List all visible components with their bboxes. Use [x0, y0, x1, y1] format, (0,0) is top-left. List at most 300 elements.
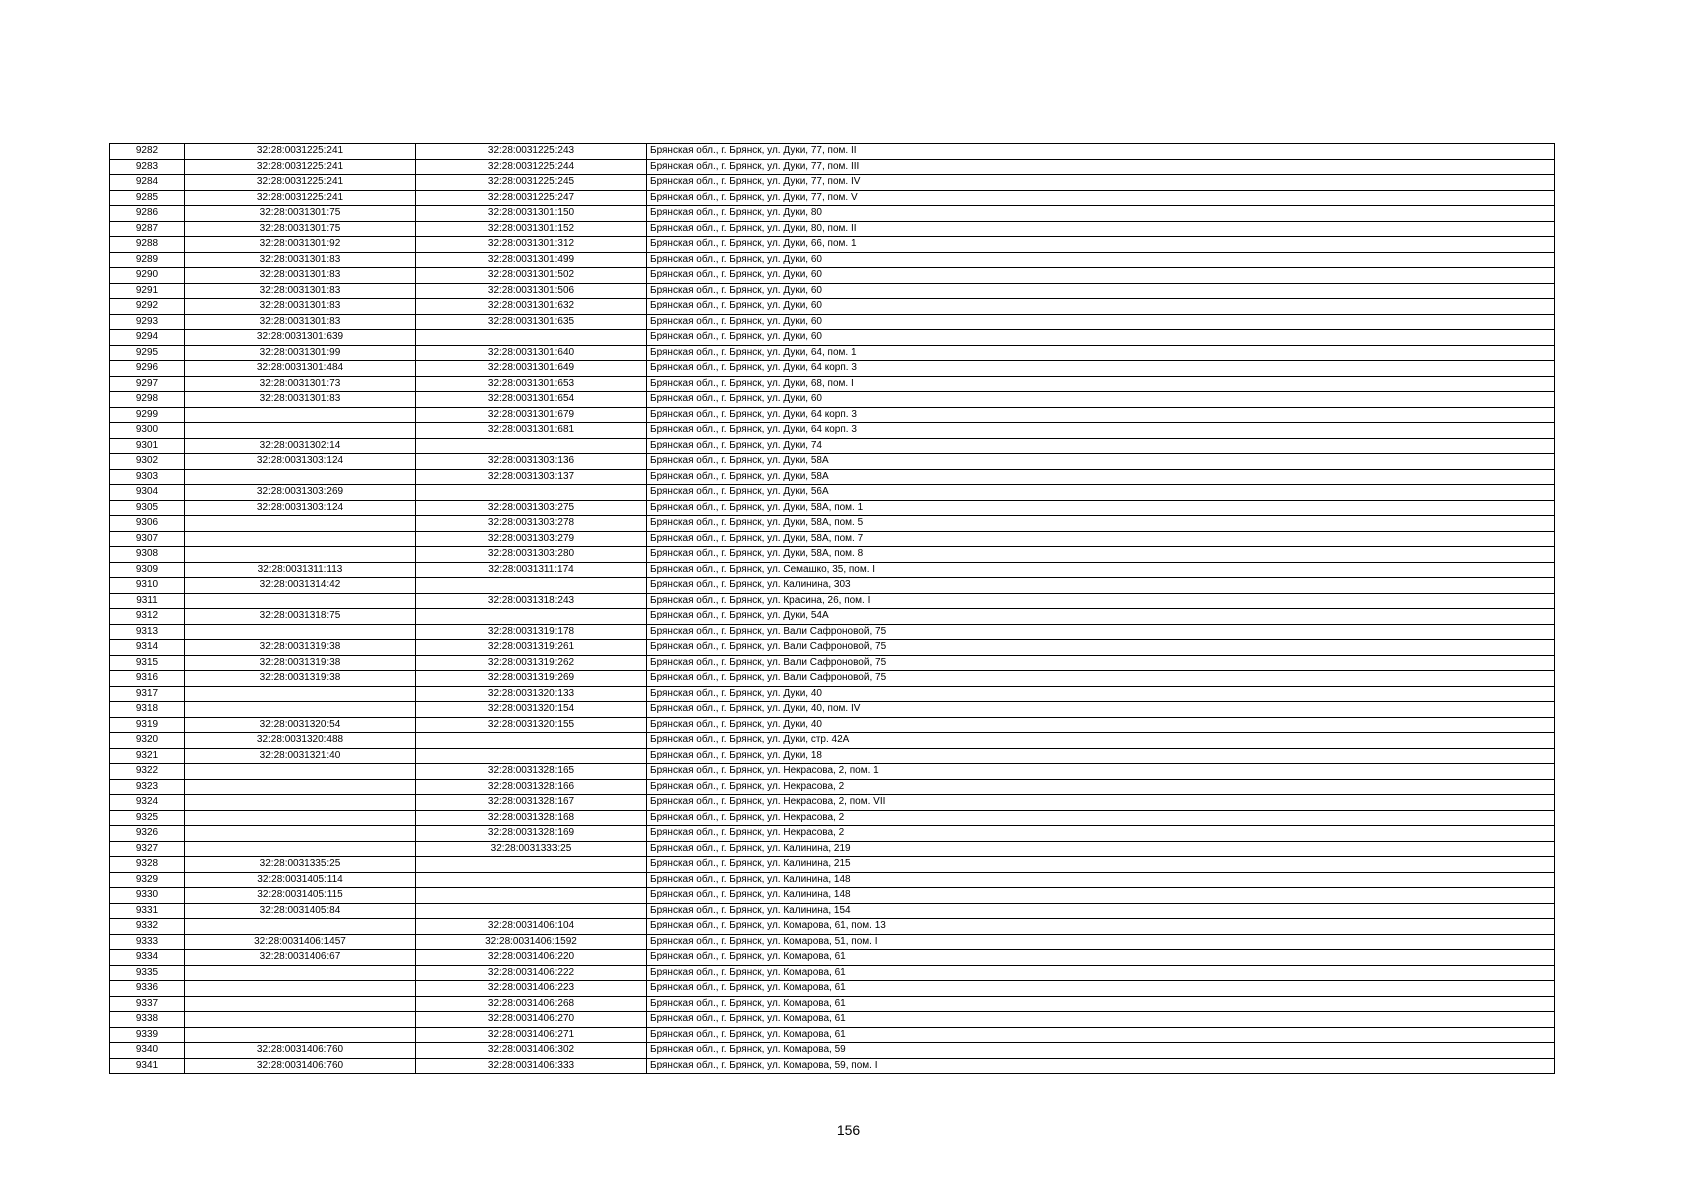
cadastral-object-cell: 32:28:0031301:649	[416, 361, 647, 377]
cadastral-parcel-cell	[185, 624, 416, 640]
address-cell: Брянская обл., г. Брянск, ул. Дуки, 66, пом. 1	[647, 237, 1555, 253]
table-row	[110, 1043, 1555, 1059]
cadastral-parcel-cell: 32:28:0031301:75	[185, 206, 416, 222]
cadastral-parcel-cell: 32:28:0031321:40	[185, 748, 416, 764]
row-number-cell: 9284	[110, 175, 185, 191]
cadastral-parcel-cell	[185, 764, 416, 780]
cadastral-object-cell: 32:28:0031328:169	[416, 826, 647, 842]
row-number-cell: 9293	[110, 314, 185, 330]
row-number-cell: 9334	[110, 950, 185, 966]
row-number-cell: 9291	[110, 283, 185, 299]
address-cell: Брянская обл., г. Брянск, ул. Комарова, 61	[647, 965, 1555, 981]
table-row	[110, 609, 1555, 625]
table-row	[110, 1027, 1555, 1043]
table-row	[110, 981, 1555, 997]
address-cell: Брянская обл., г. Брянск, ул. Дуки, 60	[647, 392, 1555, 408]
address-cell: Брянская обл., г. Брянск, ул. Некрасова, 2, пом. 1	[647, 764, 1555, 780]
table-row	[110, 934, 1555, 950]
row-number-cell: 9290	[110, 268, 185, 284]
page-number: 156	[836, 1122, 861, 1138]
address-cell: Брянская обл., г. Брянск, ул. Дуки, 58А, пом. 8	[647, 547, 1555, 563]
table-row	[110, 795, 1555, 811]
address-cell: Брянская обл., г. Брянск, ул. Дуки, 77, пом. II	[647, 144, 1555, 160]
cadastral-object-cell: 32:28:0031406:222	[416, 965, 647, 981]
row-number-cell: 9303	[110, 469, 185, 485]
cadastral-parcel-cell: 32:28:0031225:241	[185, 190, 416, 206]
cadastral-object-cell: 32:28:0031301:152	[416, 221, 647, 237]
cadastral-object-cell: 32:28:0031225:245	[416, 175, 647, 191]
address-cell: Брянская обл., г. Брянск, ул. Дуки, 68, пом. I	[647, 376, 1555, 392]
row-number-cell: 9302	[110, 454, 185, 470]
address-cell: Брянская обл., г. Брянск, ул. Вали Сафроновой, 75	[647, 624, 1555, 640]
cadastral-parcel-cell	[185, 702, 416, 718]
cadastral-parcel-cell: 32:28:0031303:124	[185, 454, 416, 470]
cadastral-parcel-cell: 32:28:0031301:83	[185, 268, 416, 284]
cadastral-parcel-cell: 32:28:0031301:83	[185, 314, 416, 330]
row-number-cell: 9285	[110, 190, 185, 206]
table-row	[110, 841, 1555, 857]
cadastral-object-cell	[416, 485, 647, 501]
address-cell: Брянская обл., г. Брянск, ул. Дуки, 60	[647, 252, 1555, 268]
cadastral-object-cell: 32:28:0031301:654	[416, 392, 647, 408]
cadastral-parcel-cell: 32:28:0031405:115	[185, 888, 416, 904]
row-number-cell: 9313	[110, 624, 185, 640]
table-row	[110, 702, 1555, 718]
table-body	[110, 144, 1555, 1074]
row-number-cell: 9339	[110, 1027, 185, 1043]
address-cell: Брянская обл., г. Брянск, ул. Дуки, 60	[647, 314, 1555, 330]
address-cell: Брянская обл., г. Брянск, ул. Дуки, 54А	[647, 609, 1555, 625]
table-row	[110, 965, 1555, 981]
row-number-cell: 9331	[110, 903, 185, 919]
cadastral-object-cell: 32:28:0031320:155	[416, 717, 647, 733]
table-row	[110, 268, 1555, 284]
row-number-cell: 9326	[110, 826, 185, 842]
address-cell: Брянская обл., г. Брянск, ул. Дуки, 77, пом. III	[647, 159, 1555, 175]
table-row	[110, 423, 1555, 439]
cadastral-parcel-cell: 32:28:0031301:83	[185, 392, 416, 408]
table-row	[110, 221, 1555, 237]
table-row	[110, 950, 1555, 966]
cadastral-parcel-cell: 32:28:0031319:38	[185, 640, 416, 656]
cadastral-parcel-cell: 32:28:0031303:124	[185, 500, 416, 516]
address-cell: Брянская обл., г. Брянск, ул. Дуки, 74	[647, 438, 1555, 454]
row-number-cell: 9308	[110, 547, 185, 563]
cadastral-parcel-cell: 32:28:0031301:639	[185, 330, 416, 346]
row-number-cell: 9324	[110, 795, 185, 811]
address-cell: Брянская обл., г. Брянск, ул. Дуки, 77, пом. V	[647, 190, 1555, 206]
cadastral-object-cell: 32:28:0031301:640	[416, 345, 647, 361]
cadastral-object-cell: 32:28:0031301:635	[416, 314, 647, 330]
address-cell: Брянская обл., г. Брянск, ул. Комарова, 59, пом. I	[647, 1058, 1555, 1074]
cadastral-object-cell: 32:28:0031406:104	[416, 919, 647, 935]
table-row	[110, 717, 1555, 733]
cadastral-object-cell: 32:28:0031406:268	[416, 996, 647, 1012]
cadastral-parcel-cell	[185, 516, 416, 532]
table-row	[110, 903, 1555, 919]
row-number-cell: 9310	[110, 578, 185, 594]
table-row	[110, 779, 1555, 795]
address-cell: Брянская обл., г. Брянск, ул. Калинина, 154	[647, 903, 1555, 919]
cadastral-parcel-cell: 32:28:0031318:75	[185, 609, 416, 625]
row-number-cell: 9316	[110, 671, 185, 687]
row-number-cell: 9300	[110, 423, 185, 439]
address-cell: Брянская обл., г. Брянск, ул. Калинина, 148	[647, 872, 1555, 888]
cadastral-object-cell: 32:28:0031303:136	[416, 454, 647, 470]
row-number-cell: 9286	[110, 206, 185, 222]
cadastral-parcel-cell: 32:28:0031406:760	[185, 1043, 416, 1059]
row-number-cell: 9338	[110, 1012, 185, 1028]
row-number-cell: 9314	[110, 640, 185, 656]
table-row	[110, 655, 1555, 671]
row-number-cell: 9287	[110, 221, 185, 237]
table-row	[110, 144, 1555, 160]
cadastral-object-cell: 32:28:0031303:279	[416, 531, 647, 547]
cadastral-parcel-cell: 32:28:0031319:38	[185, 671, 416, 687]
cadastral-object-cell	[416, 748, 647, 764]
address-cell: Брянская обл., г. Брянск, ул. Комарова, 61	[647, 1027, 1555, 1043]
cadastral-object-cell: 32:28:0031319:261	[416, 640, 647, 656]
table-row	[110, 686, 1555, 702]
row-number-cell: 9305	[110, 500, 185, 516]
table-row	[110, 531, 1555, 547]
cadastral-object-cell: 32:28:0031303:280	[416, 547, 647, 563]
cadastral-parcel-cell	[185, 996, 416, 1012]
cadastral-parcel-cell: 32:28:0031406:760	[185, 1058, 416, 1074]
table-row	[110, 671, 1555, 687]
cadastral-object-cell: 32:28:0031406:223	[416, 981, 647, 997]
row-number-cell: 9315	[110, 655, 185, 671]
row-number-cell: 9328	[110, 857, 185, 873]
row-number-cell: 9323	[110, 779, 185, 795]
cadastral-parcel-cell	[185, 593, 416, 609]
address-cell: Брянская обл., г. Брянск, ул. Дуки, 58А, пом. 1	[647, 500, 1555, 516]
row-number-cell: 9288	[110, 237, 185, 253]
cadastral-object-cell	[416, 578, 647, 594]
cadastral-object-cell: 32:28:0031301:502	[416, 268, 647, 284]
cadastral-parcel-cell: 32:28:0031225:241	[185, 175, 416, 191]
address-cell: Брянская обл., г. Брянск, ул. Дуки, 58А, пом. 5	[647, 516, 1555, 532]
cadastral-object-cell: 32:28:0031301:506	[416, 283, 647, 299]
cadastral-object-cell: 32:28:0031225:247	[416, 190, 647, 206]
address-cell: Брянская обл., г. Брянск, ул. Семашко, 35, пом. I	[647, 562, 1555, 578]
row-number-cell: 9283	[110, 159, 185, 175]
table-row	[110, 748, 1555, 764]
address-cell: Брянская обл., г. Брянск, ул. Дуки, 80	[647, 206, 1555, 222]
table-row	[110, 764, 1555, 780]
cadastral-object-cell: 32:28:0031311:174	[416, 562, 647, 578]
address-cell: Брянская обл., г. Брянск, ул. Вали Сафроновой, 75	[647, 655, 1555, 671]
row-number-cell: 9322	[110, 764, 185, 780]
address-cell: Брянская обл., г. Брянск, ул. Дуки, стр. 42А	[647, 733, 1555, 749]
table-row	[110, 454, 1555, 470]
cadastral-object-cell: 32:28:0031406:270	[416, 1012, 647, 1028]
table-row	[110, 826, 1555, 842]
address-cell: Брянская обл., г. Брянск, ул. Комарова, 61	[647, 996, 1555, 1012]
cadastral-parcel-cell	[185, 1012, 416, 1028]
address-cell: Брянская обл., г. Брянск, ул. Дуки, 40	[647, 686, 1555, 702]
row-number-cell: 9317	[110, 686, 185, 702]
address-cell: Брянская обл., г. Брянск, ул. Дуки, 60	[647, 299, 1555, 315]
address-cell: Брянская обл., г. Брянск, ул. Дуки, 40, пом. IV	[647, 702, 1555, 718]
cadastral-object-cell: 32:28:0031406:271	[416, 1027, 647, 1043]
table-row	[110, 733, 1555, 749]
address-cell: Брянская обл., г. Брянск, ул. Некрасова, 2	[647, 779, 1555, 795]
address-cell: Брянская обл., г. Брянск, ул. Красина, 26, пом. I	[647, 593, 1555, 609]
row-number-cell: 9327	[110, 841, 185, 857]
cadastral-object-cell: 32:28:0031406:302	[416, 1043, 647, 1059]
address-cell: Брянская обл., г. Брянск, ул. Дуки, 40	[647, 717, 1555, 733]
cadastral-object-cell: 32:28:0031225:243	[416, 144, 647, 160]
row-number-cell: 9298	[110, 392, 185, 408]
address-cell: Брянская обл., г. Брянск, ул. Калинина, 219	[647, 841, 1555, 857]
row-number-cell: 9319	[110, 717, 185, 733]
cadastral-parcel-cell: 32:28:0031225:241	[185, 144, 416, 160]
cadastral-parcel-cell: 32:28:0031301:92	[185, 237, 416, 253]
cadastral-object-cell: 32:28:0031301:499	[416, 252, 647, 268]
cadastral-parcel-cell: 32:28:0031335:25	[185, 857, 416, 873]
row-number-cell: 9340	[110, 1043, 185, 1059]
row-number-cell: 9332	[110, 919, 185, 935]
table-row	[110, 345, 1555, 361]
address-cell: Брянская обл., г. Брянск, ул. Дуки, 64, пом. 1	[647, 345, 1555, 361]
row-number-cell: 9329	[110, 872, 185, 888]
cadastral-object-cell: 32:28:0031301:681	[416, 423, 647, 439]
table-row	[110, 485, 1555, 501]
cadastral-parcel-cell: 32:28:0031320:488	[185, 733, 416, 749]
cadastral-object-cell	[416, 733, 647, 749]
table-row	[110, 330, 1555, 346]
cadastral-parcel-cell	[185, 1027, 416, 1043]
table-row	[110, 810, 1555, 826]
table-row	[110, 624, 1555, 640]
cadastral-object-cell: 32:28:0031406:333	[416, 1058, 647, 1074]
row-number-cell: 9325	[110, 810, 185, 826]
cadastral-parcel-cell: 32:28:0031405:114	[185, 872, 416, 888]
row-number-cell: 9296	[110, 361, 185, 377]
table-row	[110, 283, 1555, 299]
table-row	[110, 314, 1555, 330]
cadastral-object-cell	[416, 438, 647, 454]
address-cell: Брянская обл., г. Брянск, ул. Вали Сафроновой, 75	[647, 671, 1555, 687]
address-cell: Брянская обл., г. Брянск, ул. Дуки, 60	[647, 330, 1555, 346]
address-cell: Брянская обл., г. Брянск, ул. Дуки, 60	[647, 283, 1555, 299]
cadastral-parcel-cell: 32:28:0031225:241	[185, 159, 416, 175]
address-cell: Брянская обл., г. Брянск, ул. Дуки, 56А	[647, 485, 1555, 501]
cadastral-parcel-cell: 32:28:0031320:54	[185, 717, 416, 733]
address-cell: Брянская обл., г. Брянск, ул. Дуки, 64 корп. 3	[647, 423, 1555, 439]
cadastral-object-cell: 32:28:0031303:275	[416, 500, 647, 516]
table-row	[110, 578, 1555, 594]
cadastral-parcel-cell: 32:28:0031319:38	[185, 655, 416, 671]
row-number-cell: 9337	[110, 996, 185, 1012]
address-cell: Брянская обл., г. Брянск, ул. Дуки, 18	[647, 748, 1555, 764]
cadastral-object-cell: 32:28:0031328:167	[416, 795, 647, 811]
cadastral-parcel-cell: 32:28:0031301:83	[185, 299, 416, 315]
address-cell: Брянская обл., г. Брянск, ул. Дуки, 80, пом. II	[647, 221, 1555, 237]
cadastral-parcel-cell: 32:28:0031314:42	[185, 578, 416, 594]
row-number-cell: 9312	[110, 609, 185, 625]
cadastral-parcel-cell	[185, 981, 416, 997]
table-row	[110, 996, 1555, 1012]
row-number-cell: 9301	[110, 438, 185, 454]
table-row	[110, 190, 1555, 206]
row-number-cell: 9292	[110, 299, 185, 315]
address-cell: Брянская обл., г. Брянск, ул. Комарова, 51, пом. I	[647, 934, 1555, 950]
address-cell: Брянская обл., г. Брянск, ул. Дуки, 58А, пом. 7	[647, 531, 1555, 547]
cadastral-object-cell: 32:28:0031328:166	[416, 779, 647, 795]
row-number-cell: 9295	[110, 345, 185, 361]
row-number-cell: 9320	[110, 733, 185, 749]
row-number-cell: 9306	[110, 516, 185, 532]
cadastral-parcel-cell	[185, 965, 416, 981]
table-row	[110, 1012, 1555, 1028]
cadastral-object-cell: 32:28:0031333:25	[416, 841, 647, 857]
cadastral-parcel-cell: 32:28:0031302:14	[185, 438, 416, 454]
cadastral-parcel-cell	[185, 686, 416, 702]
row-number-cell: 9289	[110, 252, 185, 268]
cadastral-parcel-cell	[185, 841, 416, 857]
cadastral-object-cell: 32:28:0031225:244	[416, 159, 647, 175]
address-cell: Брянская обл., г. Брянск, ул. Дуки, 58А	[647, 454, 1555, 470]
table-row	[110, 872, 1555, 888]
cadastral-object-cell	[416, 888, 647, 904]
table-row	[110, 919, 1555, 935]
table-row	[110, 640, 1555, 656]
property-table	[109, 143, 1555, 1074]
cadastral-object-cell	[416, 872, 647, 888]
table-row	[110, 237, 1555, 253]
cadastral-object-cell: 32:28:0031406:220	[416, 950, 647, 966]
cadastral-object-cell: 32:28:0031318:243	[416, 593, 647, 609]
cadastral-parcel-cell	[185, 407, 416, 423]
address-cell: Брянская обл., г. Брянск, ул. Калинина, 303	[647, 578, 1555, 594]
cadastral-object-cell: 32:28:0031319:269	[416, 671, 647, 687]
address-cell: Брянская обл., г. Брянск, ул. Некрасова, 2, пом. VII	[647, 795, 1555, 811]
row-number-cell: 9294	[110, 330, 185, 346]
table-row	[110, 206, 1555, 222]
cadastral-object-cell: 32:28:0031328:165	[416, 764, 647, 780]
cadastral-parcel-cell: 32:28:0031405:84	[185, 903, 416, 919]
cadastral-object-cell: 32:28:0031406:1592	[416, 934, 647, 950]
table-row	[110, 376, 1555, 392]
address-cell: Брянская обл., г. Брянск, ул. Калинина, 215	[647, 857, 1555, 873]
table-row	[110, 252, 1555, 268]
cadastral-object-cell: 32:28:0031301:653	[416, 376, 647, 392]
table-row	[110, 547, 1555, 563]
cadastral-object-cell: 32:28:0031301:150	[416, 206, 647, 222]
address-cell: Брянская обл., г. Брянск, ул. Некрасова, 2	[647, 810, 1555, 826]
cadastral-parcel-cell: 32:28:0031301:484	[185, 361, 416, 377]
cadastral-parcel-cell	[185, 795, 416, 811]
cadastral-parcel-cell	[185, 469, 416, 485]
table-row	[110, 175, 1555, 191]
cadastral-object-cell	[416, 903, 647, 919]
cadastral-object-cell: 32:28:0031301:632	[416, 299, 647, 315]
table-row	[110, 392, 1555, 408]
table-row	[110, 500, 1555, 516]
cadastral-object-cell: 32:28:0031303:278	[416, 516, 647, 532]
cadastral-parcel-cell	[185, 779, 416, 795]
address-cell: Брянская обл., г. Брянск, ул. Вали Сафроновой, 75	[647, 640, 1555, 656]
cadastral-parcel-cell: 32:28:0031301:99	[185, 345, 416, 361]
address-cell: Брянская обл., г. Брянск, ул. Дуки, 64 корп. 3	[647, 361, 1555, 377]
row-number-cell: 9321	[110, 748, 185, 764]
row-number-cell: 9330	[110, 888, 185, 904]
cadastral-parcel-cell: 32:28:0031406:67	[185, 950, 416, 966]
row-number-cell: 9304	[110, 485, 185, 501]
address-cell: Брянская обл., г. Брянск, ул. Дуки, 58А	[647, 469, 1555, 485]
table-row	[110, 593, 1555, 609]
row-number-cell: 9309	[110, 562, 185, 578]
cadastral-object-cell: 32:28:0031320:154	[416, 702, 647, 718]
cadastral-parcel-cell	[185, 423, 416, 439]
address-cell: Брянская обл., г. Брянск, ул. Комарова, 61	[647, 981, 1555, 997]
table-row	[110, 361, 1555, 377]
cadastral-parcel-cell: 32:28:0031301:83	[185, 283, 416, 299]
table-row	[110, 1058, 1555, 1074]
row-number-cell: 9282	[110, 144, 185, 160]
cadastral-parcel-cell: 32:28:0031301:75	[185, 221, 416, 237]
table-row	[110, 562, 1555, 578]
cadastral-object-cell: 32:28:0031301:679	[416, 407, 647, 423]
address-cell: Брянская обл., г. Брянск, ул. Калинина, 148	[647, 888, 1555, 904]
cadastral-object-cell: 32:28:0031319:178	[416, 624, 647, 640]
row-number-cell: 9297	[110, 376, 185, 392]
cadastral-object-cell: 32:28:0031303:137	[416, 469, 647, 485]
table-row	[110, 299, 1555, 315]
address-cell: Брянская обл., г. Брянск, ул. Дуки, 77, пом. IV	[647, 175, 1555, 191]
row-number-cell: 9299	[110, 407, 185, 423]
address-cell: Брянская обл., г. Брянск, ул. Комарова, 59	[647, 1043, 1555, 1059]
cadastral-parcel-cell: 32:28:0031301:83	[185, 252, 416, 268]
cadastral-parcel-cell: 32:28:0031311:113	[185, 562, 416, 578]
address-cell: Брянская обл., г. Брянск, ул. Некрасова, 2	[647, 826, 1555, 842]
table-row	[110, 888, 1555, 904]
cadastral-object-cell	[416, 330, 647, 346]
address-cell: Брянская обл., г. Брянск, ул. Дуки, 64 корп. 3	[647, 407, 1555, 423]
cadastral-parcel-cell: 32:28:0031301:73	[185, 376, 416, 392]
cadastral-parcel-cell	[185, 826, 416, 842]
address-cell: Брянская обл., г. Брянск, ул. Комарова, 61	[647, 1012, 1555, 1028]
row-number-cell: 9341	[110, 1058, 185, 1074]
table-row	[110, 438, 1555, 454]
row-number-cell: 9333	[110, 934, 185, 950]
cadastral-parcel-cell	[185, 810, 416, 826]
cadastral-object-cell: 32:28:0031320:133	[416, 686, 647, 702]
row-number-cell: 9335	[110, 965, 185, 981]
table-row	[110, 407, 1555, 423]
cadastral-object-cell	[416, 609, 647, 625]
cadastral-parcel-cell: 32:28:0031303:269	[185, 485, 416, 501]
address-cell: Брянская обл., г. Брянск, ул. Комарова, 61	[647, 950, 1555, 966]
table-row	[110, 159, 1555, 175]
cadastral-object-cell: 32:28:0031319:262	[416, 655, 647, 671]
cadastral-parcel-cell	[185, 531, 416, 547]
cadastral-object-cell: 32:28:0031301:312	[416, 237, 647, 253]
cadastral-object-cell: 32:28:0031328:168	[416, 810, 647, 826]
cadastral-object-cell	[416, 857, 647, 873]
table-row	[110, 857, 1555, 873]
row-number-cell: 9307	[110, 531, 185, 547]
cadastral-parcel-cell: 32:28:0031406:1457	[185, 934, 416, 950]
address-cell: Брянская обл., г. Брянск, ул. Комарова, 61, пом. 13	[647, 919, 1555, 935]
cadastral-parcel-cell	[185, 547, 416, 563]
row-number-cell: 9318	[110, 702, 185, 718]
row-number-cell: 9336	[110, 981, 185, 997]
table-row	[110, 469, 1555, 485]
cadastral-parcel-cell	[185, 919, 416, 935]
